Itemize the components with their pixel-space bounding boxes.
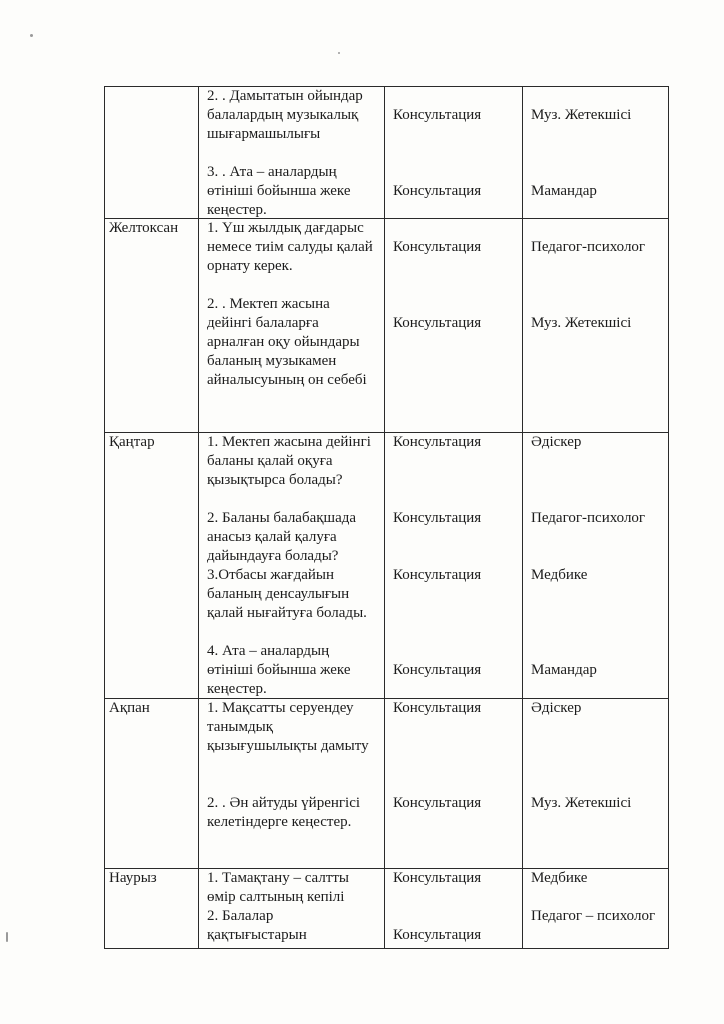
month-cell <box>105 87 199 219</box>
form-text: Консультация <box>393 795 482 811</box>
form-cell <box>385 219 523 433</box>
form-text: Консультация <box>393 700 482 716</box>
responsible-cell <box>523 699 669 869</box>
form-text: Консультация <box>393 567 482 583</box>
topic-text: 1. Мектеп жасына дейінгі баланы қалай оқуға қызықтырса болады? <box>207 434 371 488</box>
form-cell <box>385 699 523 869</box>
responsible-text: Мамандар <box>531 662 597 678</box>
responsible-text: Мамандар <box>531 183 597 199</box>
form-cell <box>385 869 523 949</box>
form-text: Консультация <box>393 239 482 255</box>
topic-text: 2. . Мектеп жасына дейінгі балаларға арналған оқу ойындары баланың музыкамен айналысуының он себебі <box>207 296 367 388</box>
responsible-text: Әдіскер <box>531 434 582 450</box>
responsible-cell <box>523 433 669 699</box>
responsible-text: Медбике <box>531 567 588 583</box>
scan-speck <box>6 932 8 942</box>
table-row <box>105 699 669 869</box>
form-text: Консультация <box>393 510 482 526</box>
table-row <box>105 87 669 219</box>
scan-speck <box>338 52 340 54</box>
responsible-text: Муз. Жетекшісі <box>531 795 632 811</box>
topic-text: 2. . Дамытатын ойындар балалардың музыкалық шығармашылығы <box>207 88 363 142</box>
table-row <box>105 433 669 699</box>
table-row <box>105 869 669 949</box>
responsible-text: Медбике <box>531 870 588 886</box>
topic-text: 3. . Ата – аналардың өтініші бойынша жеке кеңестер. <box>207 164 351 218</box>
form-text: Консультация <box>393 927 482 943</box>
table-row <box>105 219 669 433</box>
topic-text: 1. Мақсатты серуендеу танымдық қызығушылықты дамыту <box>207 700 369 754</box>
topic-text: 3.Отбасы жағдайын баланың денсаулығын қалай нығайтуға болады. <box>207 567 367 621</box>
responsible-text: Әдіскер <box>531 700 582 716</box>
topic-cell <box>199 433 385 699</box>
month-cell: Ақпан <box>105 699 199 869</box>
month-cell: Наурыз <box>105 869 199 949</box>
responsible-text: Муз. Жетекшісі <box>531 315 632 331</box>
form-text: Консультация <box>393 107 482 123</box>
responsible-text: Педагог-психолог <box>531 510 646 526</box>
responsible-cell <box>523 869 669 949</box>
responsible-text: Педагог-психолог <box>531 239 646 255</box>
topic-cell <box>199 699 385 869</box>
responsible-text: Педагог – психолог <box>531 908 656 924</box>
topic-text: 1. Үш жылдық дағдарыс немесе тиім салуды қалай орнату керек. <box>207 220 373 274</box>
topic-cell <box>199 869 385 949</box>
month-cell: Қаңтар <box>105 433 199 699</box>
form-text: Консультация <box>393 434 482 450</box>
topic-text: 2. Баланы балабақшада анасыз қалай қалуға дайындауға болады? <box>207 510 357 564</box>
topic-cell <box>199 87 385 219</box>
form-text: Консультация <box>393 870 482 886</box>
form-text: Консультация <box>393 662 482 678</box>
form-cell <box>385 433 523 699</box>
topic-text: 2. Балалар қақтығыстарын <box>207 908 307 943</box>
responsible-text: Муз. Жетекшісі <box>531 107 632 123</box>
topic-text: 1. Тамақтану – салтты өмір салтының кепілі <box>207 870 350 905</box>
form-cell <box>385 87 523 219</box>
topic-text: 4. Ата – аналардың өтініші бойынша жеке кеңестер. <box>207 643 351 697</box>
responsible-cell <box>523 87 669 219</box>
responsible-cell <box>523 219 669 433</box>
scan-speck <box>30 34 33 37</box>
form-text: Консультация <box>393 183 482 199</box>
topic-cell <box>199 219 385 433</box>
month-cell: Желтоксан <box>105 219 199 433</box>
topic-text: 2. . Ән айтуды үйренгісі келетіндерге кеңестер. <box>207 795 361 830</box>
consultation-schedule-table <box>104 86 669 949</box>
form-text: Консультация <box>393 315 482 331</box>
